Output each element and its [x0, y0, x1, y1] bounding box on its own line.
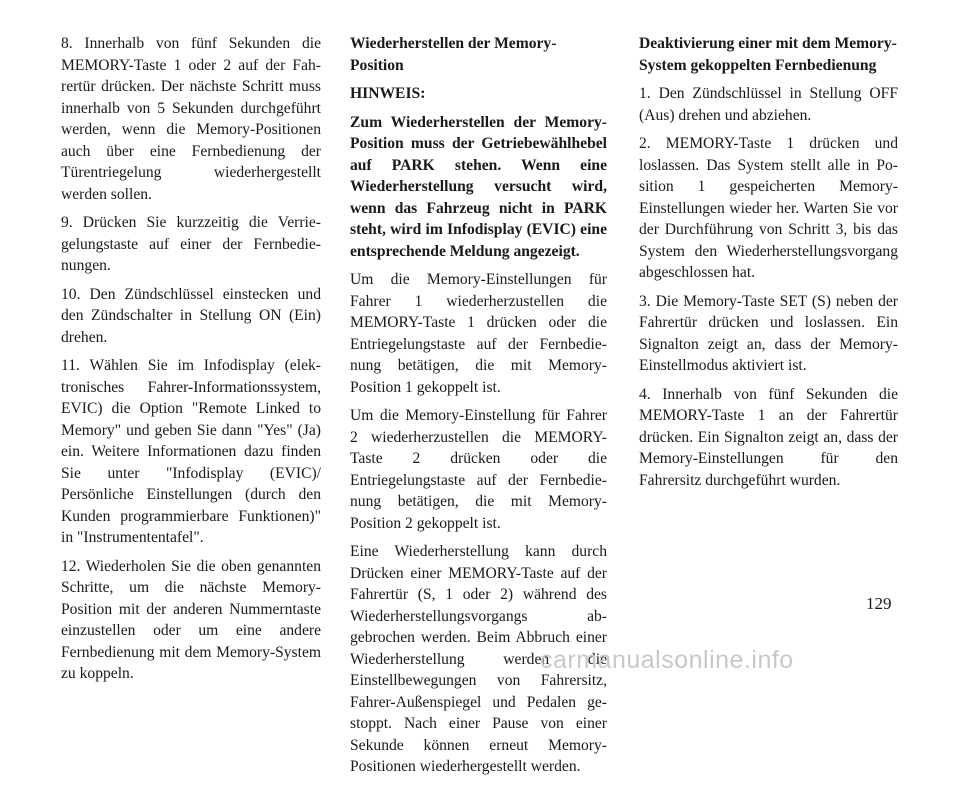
step-12-paragraph: 12. Wiederholen Sie die oben genannten Schritte, um die nächste Memory-Position mit der anderen Nummerntaste einzustellen oder um eine andere Fernbedienung mit dem Memory-System zu koppeln.: [61, 557, 321, 682]
deactivate-step-2: 2. MEMORY-Taste 1 drücken und loslassen. Das System stellt alle in Position 1 gespeicherten Memory-Einstellungen wieder her. Warten Sie vor der Durchführung von Schritt 3, bis das System den Wiederherstellungsvorgang abgeschlossen hat.: [639, 135, 898, 281]
cancel-restore-paragraph: Eine Wiederherstellung kann durch Drücken einer MEMORY-Taste auf der Fahrertür (S, 1 oder 2) während des Wiederherstellungsvorgangs abgebrochen werden. Beim Abbruch einer Wiederherstellung werden die Einstellbewegungen von Fahrersitz, Fahrer-Außenspiegel und Pedalen gestoppt. Nach einer Pause von einer Sekunde können erneut Memory-Positionen wiederhergestellt werden.: [350, 543, 607, 775]
step-8-paragraph: 8. Innerhalb von fünf Sekunden die MEMORY-Taste 1 oder 2 auf der Fahrertür drücken. Der nächste Schritt muss innerhalb von 5 Sekunden durchgeführt werden, wenn die Memory-Positionen auch über eine Fernbedienung der Türentriegelung wiederhergestellt werden sollen.: [61, 35, 321, 203]
right-column: [639, 33, 898, 498]
step-10-paragraph: 10. Den Zündschlüssel einstecken und den Zündschalter in Stellung ON (Ein) drehen.: [61, 285, 321, 346]
watermark: carmanualsonline.info: [540, 646, 794, 674]
deactivate-step-1: 1. Den Zündschlüssel in Stellung OFF (Aus) drehen und abziehen.: [639, 85, 898, 124]
page-number: 129: [866, 594, 892, 613]
section-heading-deactivate: Deaktivierung einer mit dem Memory-System gekoppelten Fernbedienung: [639, 35, 897, 74]
left-column: [61, 33, 321, 692]
note-text: Zum Wiederherstellen der Memory-Position muss der Getriebewählhebel auf PARK stehen. Wenn eine Wiederherstellung versucht wird, wenn das Fahrzeug nicht in PARK steht, wird im Infodisplay (EVIC) eine entsprechende Meldung angezeigt.: [350, 113, 607, 260]
step-9-paragraph: 9. Drücken Sie kurzzeitig die Verriegelungstaste auf einer der Fernbedienungen.: [61, 214, 321, 274]
restore-driver-2-paragraph: Um die Memory-Einstellung für Fahrer 2 wiederherzustellen die MEMORY-Taste 2 drücken oder die Entriegelungstaste auf der Fernbedienung betätigen, die mit Memory-Position 2 gekoppelt ist.: [350, 407, 607, 532]
restore-driver-1-paragraph: Um die Memory-Einstellungen für Fahrer 1 wiederherzustellen die MEMORY-Taste 1 drücken oder die Entriegelungstaste auf der Fernbedienung betätigen, die mit Memory-Position 1 gekoppelt ist.: [350, 271, 607, 396]
note-label: HINWEIS:: [350, 85, 426, 102]
deactivate-step-4: 4. Innerhalb von fünf Sekunden die MEMORY-Taste 1 an der Fahrertür drücken. Ein Signalton zeigt an, dass der Memory-Einstellungen für den Fahrersitz durchgeführt wurden.: [639, 385, 898, 489]
section-heading-restore: Wiederherstellen der Memory-Position: [350, 35, 557, 74]
step-11-paragraph: 11. Wählen Sie im Infodisplay (elektronisches Fahrer-Informationssystem, EVIC) die Option "Remote Linked to Memory" und geben Sie dann "Yes" (Ja) ein. Weitere Informationen dazu finden Sie unter "Infodisplay (EVIC)/ Persönliche Einstellungen (durch den Kunden programmierbare Funktionen)" in "Instrumententafel".: [61, 357, 321, 546]
deactivate-step-3: 3. Die Memory-Taste SET (S) neben der Fahrertür drücken und loslassen. Ein Signalton zeigt an, dass der Memory-Einstellmodus aktiviert ist.: [639, 292, 898, 374]
